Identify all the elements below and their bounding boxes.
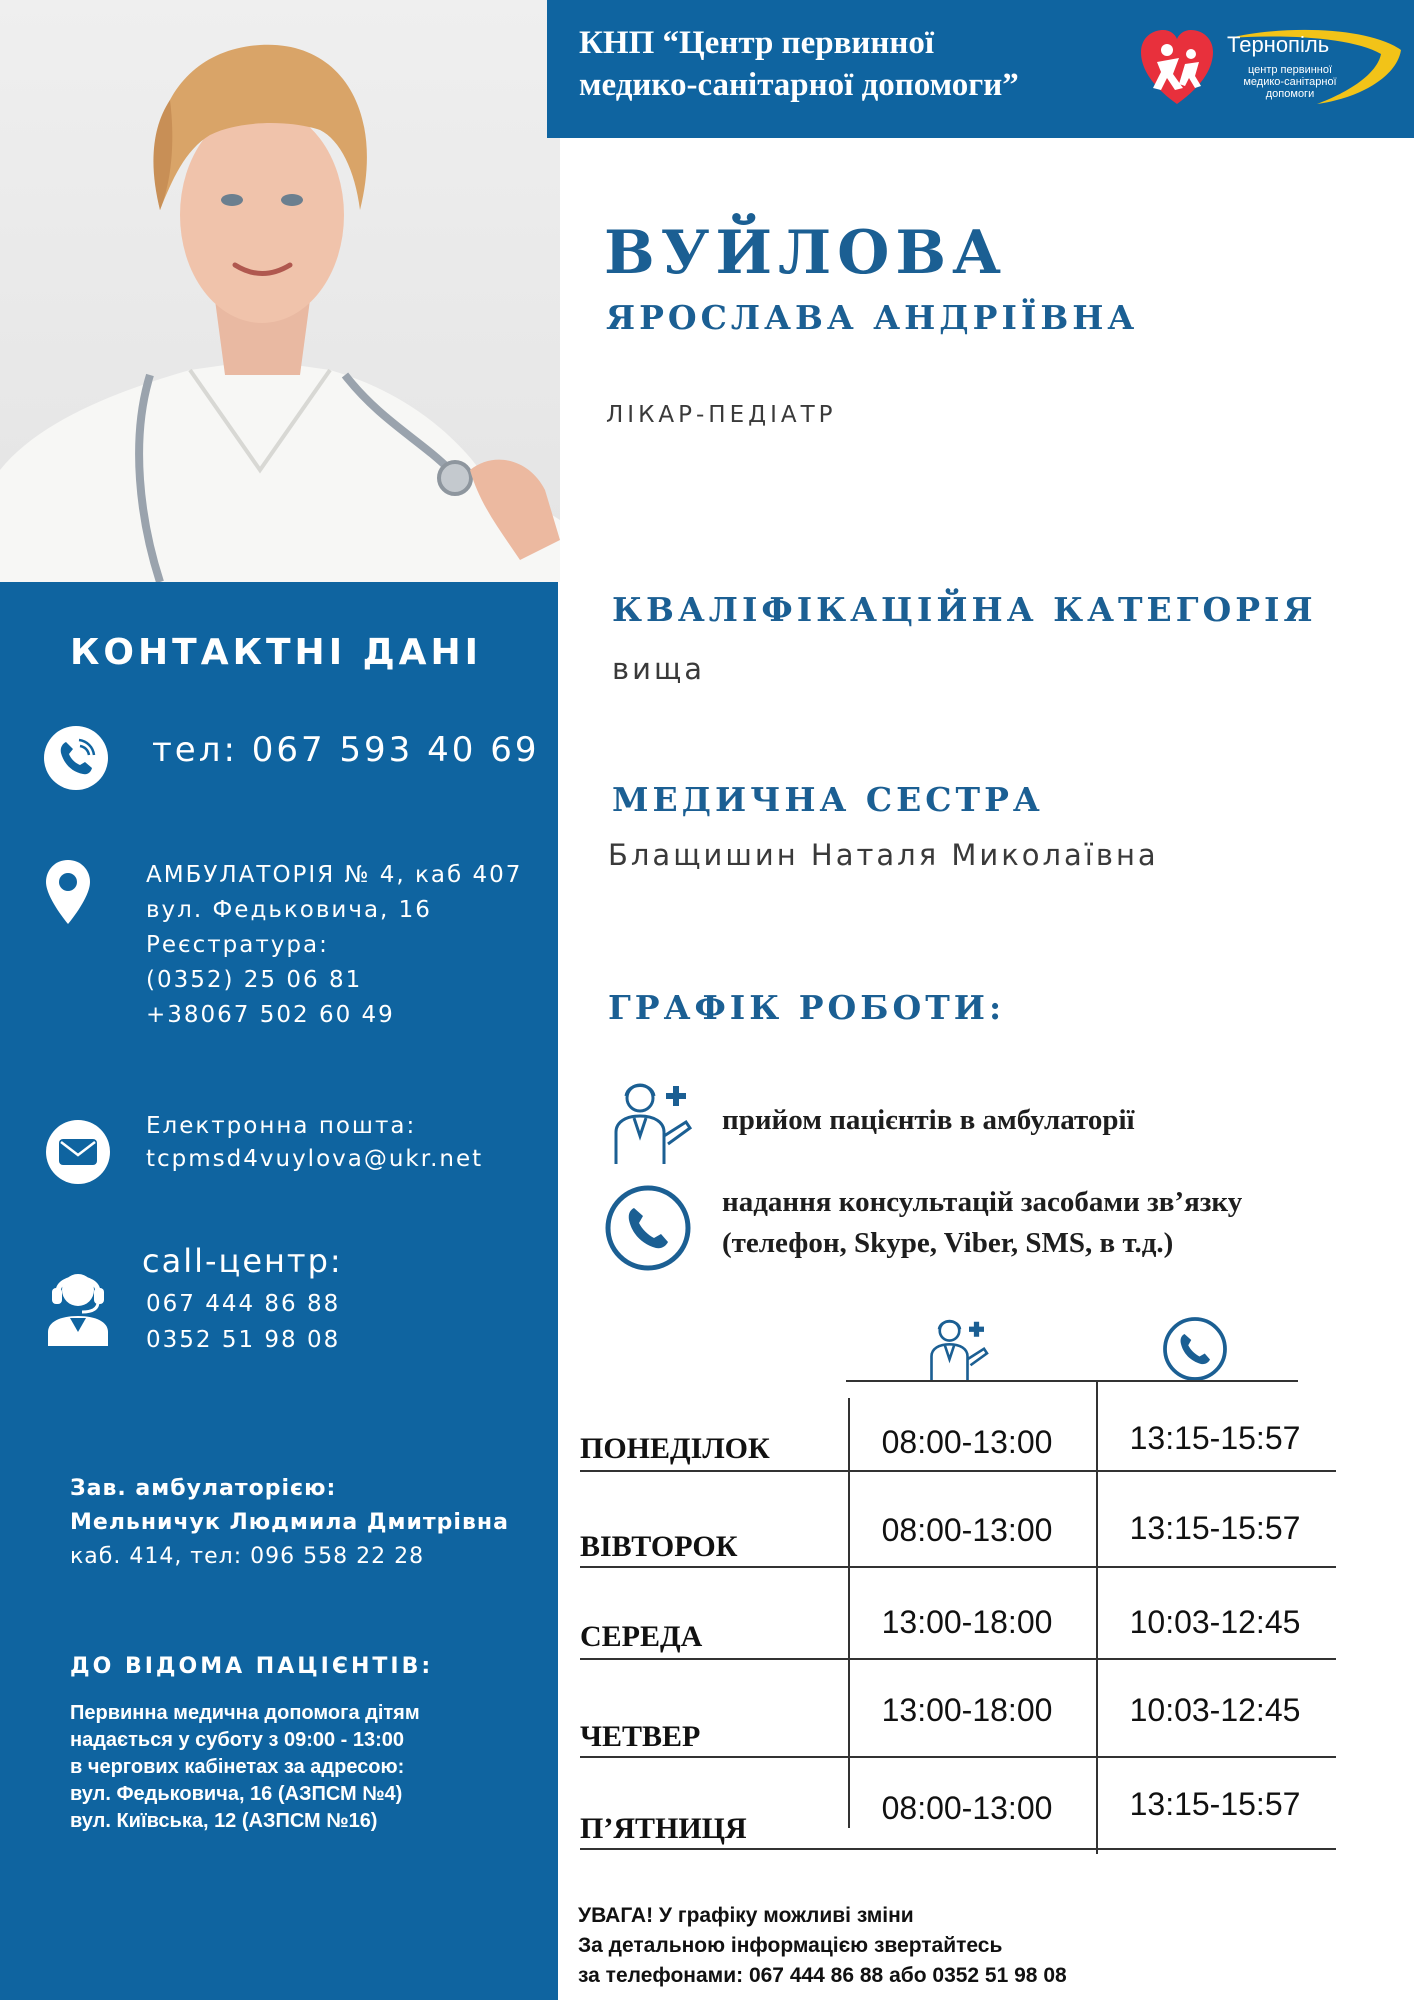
- table-divider-left: [848, 1398, 850, 1828]
- contacts-panel: [0, 582, 558, 2000]
- wednesday-in-person-hours: 13:00-18:00: [881, 1604, 1053, 1640]
- patient-notice-text: [70, 1700, 420, 1835]
- ternopil-logo: [1139, 24, 1409, 120]
- table-divider-right: [1096, 1382, 1098, 1854]
- schedule-warning: [578, 1901, 1067, 1991]
- qualification-heading: КВАЛІФІКАЦІЙНА КАТЕГОРІЯ: [612, 590, 1317, 629]
- row-rule-3: [580, 1658, 1336, 1660]
- callcenter-block: [142, 1242, 343, 1358]
- registry-phone1[interactable]: (0352) 25 06 81: [146, 967, 363, 993]
- schedule-heading: ГРАФІК РОБОТИ:: [608, 988, 1006, 1027]
- monday-remote-hours: 13:15-15:57: [1129, 1420, 1301, 1456]
- location-pin-icon: [44, 858, 92, 930]
- logo-subtitle: [1235, 64, 1345, 100]
- doctor-surname: ВУЙЛОВА: [604, 218, 1007, 288]
- notice-line4: вул. Федьковича, 16 (АЗПСМ №4): [70, 1783, 403, 1805]
- email-address[interactable]: tcpmsd4vuylova@ukr.net: [146, 1146, 484, 1172]
- callcenter-label: call-центр:: [142, 1242, 343, 1280]
- doctor-phone[interactable]: тел: 067 593 40 69: [152, 730, 540, 770]
- ambulatory-head-label: Зав. амбулаторією:: [70, 1476, 337, 1501]
- logo-subtitle-line2: медико-санітарної: [1243, 76, 1337, 88]
- ambulatory-head-contact: каб. 414, тел: 096 558 22 28: [70, 1544, 425, 1569]
- tuesday-in-person-hours: 08:00-13:00: [881, 1512, 1053, 1548]
- organization-name: [579, 22, 1019, 106]
- callcenter-phone1[interactable]: 067 444 86 88: [146, 1291, 341, 1317]
- registry-label: Реєстратура:: [146, 932, 329, 958]
- thursday-remote-hours: 10:03-12:45: [1129, 1692, 1301, 1728]
- legend-remote-line2: (телефон, Skype, Viber, SMS, в т.д.): [722, 1227, 1174, 1259]
- envelope-icon: [46, 1120, 110, 1184]
- notice-line5: вул. Київська, 12 (АЗПСМ №16): [70, 1810, 378, 1832]
- doctor-given-names: ЯРОСЛАВА АНДРІЇВНА: [606, 298, 1139, 337]
- address-line2: вул. Федьковича, 16: [146, 897, 432, 923]
- headset-operator-icon: [44, 1262, 112, 1350]
- day-tuesday: ВІВТОРОК: [580, 1530, 738, 1563]
- row-rule-2: [580, 1566, 1336, 1568]
- phone-icon: [44, 726, 108, 790]
- organization-name-line2: медико-санітарної допомоги”: [579, 67, 1019, 103]
- warning-line3: за телефонами: 067 444 86 88 або 0352 51 98 08: [578, 1964, 1067, 1987]
- column-in-person-icon: [924, 1312, 996, 1388]
- ambulatory-head-block: [70, 1472, 509, 1574]
- registry-phone2[interactable]: +38067 502 60 49: [146, 1002, 395, 1028]
- qualification-value: вища: [612, 652, 706, 686]
- column-remote-icon: [1162, 1316, 1228, 1386]
- doctor-portrait-illustration: [0, 0, 560, 582]
- table-top-rule: [846, 1380, 1298, 1382]
- notice-line1: Первинна медична допомога дітям: [70, 1702, 420, 1724]
- warning-line2: За детальною інформацією звертайтесь: [578, 1934, 1003, 1957]
- thursday-in-person-hours: 13:00-18:00: [881, 1692, 1053, 1728]
- doctor-icon: [606, 1076, 702, 1170]
- ambulatory-head-name: Мельничук Людмила Дмитрівна: [70, 1510, 509, 1535]
- phone-circle-icon: [604, 1184, 692, 1276]
- legend-remote: [722, 1182, 1242, 1264]
- day-monday: ПОНЕДІЛОК: [580, 1432, 770, 1465]
- logo-city-name: Тернопіль: [1227, 32, 1330, 57]
- day-thursday: ЧЕТВЕР: [580, 1720, 701, 1753]
- logo-subtitle-line1: центр первинної: [1247, 64, 1333, 76]
- legend-remote-line1: надання консультацій засобами зв’язку: [722, 1186, 1243, 1218]
- contacts-heading: КОНТАКТНІ ДАНІ: [70, 632, 483, 673]
- warning-line1: УВАГА! У графіку можливі зміни: [578, 1904, 914, 1927]
- wednesday-remote-hours: 10:03-12:45: [1129, 1604, 1301, 1640]
- logo-subtitle-line3: допомоги: [1265, 88, 1315, 100]
- address-line1: АМБУЛАТОРІЯ № 4, каб 407: [146, 862, 523, 888]
- day-friday: П’ЯТНИЦЯ: [580, 1812, 747, 1845]
- doctor-position: ЛІКАР-ПЕДІАТР: [606, 402, 837, 428]
- callcenter-phone2[interactable]: 0352 51 98 08: [146, 1327, 341, 1353]
- friday-remote-hours: 13:15-15:57: [1129, 1786, 1301, 1822]
- nurse-heading: МЕДИЧНА СЕСТРА: [612, 780, 1044, 819]
- email-label: Електронна пошта:: [146, 1113, 417, 1139]
- row-rule-1: [580, 1470, 1336, 1472]
- row-rule-4: [580, 1756, 1336, 1758]
- address-block: [146, 858, 522, 1033]
- row-rule-5: [580, 1848, 1336, 1850]
- email-block: [146, 1110, 483, 1176]
- organization-header: [547, 0, 1414, 138]
- patient-notice-heading: ДО ВІДОМА ПАЦІЄНТІВ:: [70, 1654, 434, 1679]
- monday-in-person-hours: 08:00-13:00: [881, 1424, 1053, 1460]
- notice-line2: надається у суботу з 09:00 - 13:00: [70, 1729, 405, 1751]
- day-wednesday: СЕРЕДА: [580, 1620, 703, 1653]
- organization-name-line1: КНП “Центр первинної: [579, 25, 935, 61]
- nurse-name: Блащишин Наталя Миколаївна: [608, 838, 1159, 872]
- friday-in-person-hours: 08:00-13:00: [881, 1790, 1053, 1826]
- legend-in-person: прийом пацієнтів в амбулаторії: [722, 1104, 1135, 1136]
- doctor-photo: [0, 0, 560, 582]
- notice-line3: в чергових кабінетах за адресою:: [70, 1756, 405, 1778]
- tuesday-remote-hours: 13:15-15:57: [1129, 1510, 1301, 1546]
